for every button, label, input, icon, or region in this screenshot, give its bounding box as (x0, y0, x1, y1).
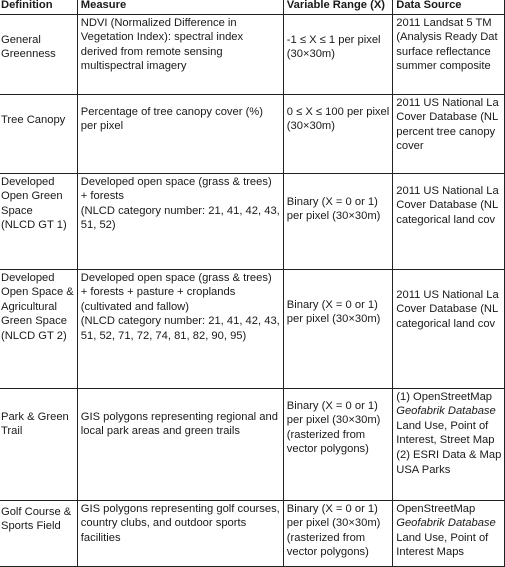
definition-cell: Developed Open Green Space (NLCD GT 1) (0, 173, 77, 269)
measure-cell: Percentage of tree canopy cover (%) per pixel (77, 94, 283, 173)
measure-cell: GIS polygons representing golf courses, country clubs, and outdoor sports facilities (77, 500, 283, 566)
table-row-developed-open-agricultural-space (0, 269, 505, 388)
table-row-tree-canopy (0, 94, 505, 173)
table-row-developed-open-green-space (0, 173, 505, 269)
definition-cell: Developed Open Space & Agricultural Green Space (NLCD GT 2) (0, 269, 77, 388)
range-cell: Binary (X = 0 or 1) per pixel (30×30m) (283, 269, 392, 388)
header-row (0, 0, 505, 14)
range-cell: Binary (X = 0 or 1) per pixel (30×30m) (rasterized from vector polygons) (283, 500, 392, 566)
header-definition: Definition (0, 0, 77, 14)
source-cell: (1) OpenStreetMap Geofabrik Database Land Use, Point of Interest, Street Map (2) ESRI Data & Map USA Parks (393, 388, 505, 500)
measure-cell: NDVI (Normalized Difference in Vegetation Index): spectral index derived from remote sensing multispectral imagery (77, 14, 283, 94)
header-variable-range: Variable Range (X) (283, 0, 392, 14)
measure-cell: Developed open space (grass & trees) + forests + pasture + croplands (cultivated and fallow) (NLCD category number: 21, 41, 42, 43, 51, 52, 71, 72, 74, 81, 82, 90, 95) (77, 269, 283, 388)
definition-cell: General Greenness (0, 14, 77, 94)
table-row-general-greenness (0, 14, 505, 94)
definition-cell: Golf Course & Sports Field (0, 500, 77, 566)
geofabrik-database-italic: Geofabrik Database (396, 517, 496, 530)
source-cell: 2011 Landsat 5 TM (Analysis Ready Dat surface reflectance summer composite (393, 14, 505, 94)
table-row-park-green-trail (0, 388, 505, 500)
measure-cell: Developed open space (grass & trees) + forests (NLCD category number: 21, 41, 42, 43, 51, 52) (77, 173, 283, 269)
header-measure: Measure (77, 0, 283, 14)
range-cell: Binary (X = 0 or 1) per pixel (30×30m) (283, 173, 392, 269)
definition-cell: Park & Green Trail (0, 388, 77, 500)
header-data-source: Data Source (393, 0, 505, 14)
range-cell: -1 ≤ X ≤ 1 per pixel (30×30m) (283, 14, 392, 94)
geofabrik-database-italic: Geofabrik Database (396, 405, 496, 418)
definition-cell: Tree Canopy (0, 94, 77, 173)
table-row-golf-course-sports-field (0, 500, 505, 566)
source-cell: 2011 US National La Cover Database (NL categorical land cov (393, 173, 505, 269)
measure-cell: GIS polygons representing regional and local park areas and green trails (77, 388, 283, 500)
source-cell: OpenStreetMap Geofabrik Database Land Use, Point of Interest Maps (393, 500, 505, 566)
source-cell: 2011 US National La Cover Database (NL categorical land cov (393, 269, 505, 388)
source-cell: 2011 US National La Cover Database (NL percent tree canopy cover (393, 94, 505, 173)
range-cell: 0 ≤ X ≤ 100 per pixel (30×30m) (283, 94, 392, 173)
range-cell: Binary (X = 0 or 1) per pixel (30×30m) (rasterized from vector polygons) (283, 388, 392, 500)
